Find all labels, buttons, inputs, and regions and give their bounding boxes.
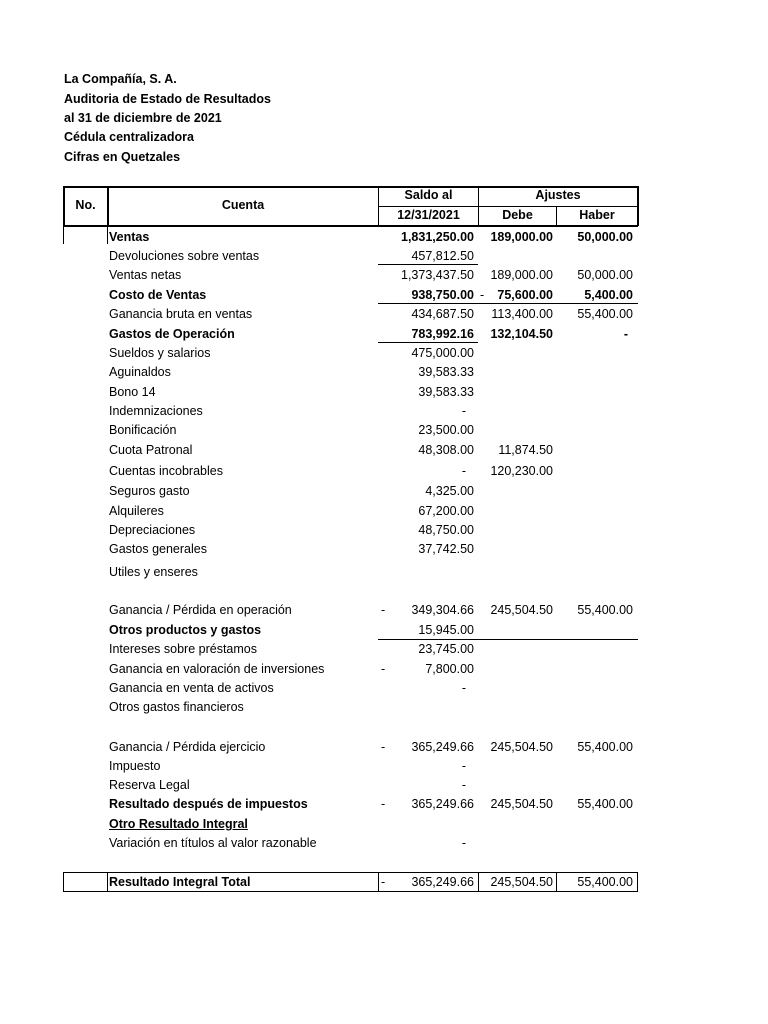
row-label: Depreciaciones bbox=[109, 523, 196, 537]
row-label: Seguros gasto bbox=[109, 484, 190, 498]
row-label: Reserva Legal bbox=[109, 778, 190, 792]
row-label: Gastos generales bbox=[109, 542, 207, 556]
row-debe: 189,000.00 bbox=[490, 268, 553, 282]
row-label: Costo de Ventas bbox=[109, 288, 207, 302]
col-no: No. bbox=[75, 198, 96, 212]
row-neg-sign: - bbox=[381, 662, 386, 676]
row-label: Cuentas incobrables bbox=[109, 464, 223, 478]
row-label: Indemnizaciones bbox=[109, 404, 203, 418]
row-saldo: 48,750.00 bbox=[418, 523, 474, 537]
row-saldo: 39,583.33 bbox=[418, 385, 474, 399]
row-saldo: 349,304.66 bbox=[411, 603, 474, 617]
row-label: Resultado después de impuestos bbox=[109, 797, 308, 811]
company-name: La Compañía, S. A. bbox=[64, 72, 177, 86]
row-saldo: 23,500.00 bbox=[418, 423, 474, 437]
row-saldo: - bbox=[461, 464, 466, 478]
row-label: Ganancia en valoración de inversiones bbox=[109, 662, 325, 676]
row-label: Bono 14 bbox=[109, 385, 156, 399]
row-saldo: 1,373,437.50 bbox=[401, 268, 474, 282]
cedula-label: Cédula centralizadora bbox=[64, 130, 194, 144]
row-label: Otros gastos financieros bbox=[109, 700, 244, 714]
row-haber: - bbox=[623, 327, 628, 341]
row-debe: 189,000.00 bbox=[490, 230, 553, 244]
row-label: Gastos de Operación bbox=[109, 327, 235, 341]
row-saldo: 475,000.00 bbox=[411, 346, 474, 360]
row-saldo: 15,945.00 bbox=[418, 623, 474, 637]
row-label: Impuesto bbox=[109, 759, 161, 773]
row-label: Bonificación bbox=[109, 423, 177, 437]
total-label: Resultado Integral Total bbox=[109, 875, 251, 889]
row-saldo: 783,992.16 bbox=[411, 327, 474, 341]
row-saldo: - bbox=[461, 681, 466, 695]
row-label: Ganancia bruta en ventas bbox=[109, 307, 253, 321]
row-haber: 55,400.00 bbox=[577, 603, 633, 617]
row-saldo: 457,812.50 bbox=[411, 249, 474, 263]
row-label: Devoluciones sobre ventas bbox=[109, 249, 260, 263]
col-ajustes: Ajustes bbox=[535, 188, 581, 202]
total-haber: 55,400.00 bbox=[577, 875, 633, 889]
row-saldo: 4,325.00 bbox=[425, 484, 474, 498]
row-label: Sueldos y salarios bbox=[109, 346, 211, 360]
row-neg-sign: - bbox=[480, 288, 485, 302]
total-saldo: 365,249.66 bbox=[411, 875, 474, 889]
row-label: Cuota Patronal bbox=[109, 443, 193, 457]
row-saldo: 365,249.66 bbox=[411, 797, 474, 811]
row-debe: 113,400.00 bbox=[491, 307, 553, 321]
row-neg-sign: - bbox=[381, 603, 386, 617]
row-saldo: 39,583.33 bbox=[418, 365, 474, 379]
row-saldo: 37,742.50 bbox=[418, 542, 474, 556]
report-date: al 31 de diciembre de 2021 bbox=[64, 111, 222, 125]
row-saldo: 1,831,250.00 bbox=[401, 230, 474, 244]
col-haber: Haber bbox=[579, 208, 615, 222]
col-saldo-date: 12/31/2021 bbox=[397, 208, 460, 222]
row-label: Ganancia / Pérdida en operación bbox=[109, 603, 292, 617]
row-debe: 245,504.50 bbox=[490, 603, 553, 617]
row-saldo: 23,745.00 bbox=[418, 642, 474, 656]
row-label: Ventas bbox=[109, 230, 150, 244]
row-saldo: 67,200.00 bbox=[418, 504, 474, 518]
row-saldo: 48,308.00 bbox=[418, 443, 474, 457]
row-label: Intereses sobre préstamos bbox=[109, 642, 257, 656]
col-cuenta: Cuenta bbox=[221, 198, 265, 212]
row-haber: 50,000.00 bbox=[577, 268, 633, 282]
row-haber: 5,400.00 bbox=[584, 288, 633, 302]
row-label: Utiles y enseres bbox=[109, 565, 198, 579]
row-saldo: 365,249.66 bbox=[411, 740, 474, 754]
row-debe: 11,874.50 bbox=[498, 443, 553, 457]
row-debe: 245,504.50 bbox=[490, 740, 553, 754]
report-title: Auditoria de Estado de Resultados bbox=[64, 92, 271, 106]
row-debe: 245,504.50 bbox=[490, 797, 553, 811]
row-saldo: 7,800.00 bbox=[425, 662, 474, 676]
row-neg-sign: - bbox=[381, 797, 386, 811]
row-label: Ventas netas bbox=[109, 268, 182, 282]
row-label: Ganancia en venta de activos bbox=[109, 681, 274, 695]
row-neg-sign: - bbox=[381, 740, 386, 754]
row-saldo: - bbox=[461, 836, 466, 850]
row-saldo: 938,750.00 bbox=[411, 288, 474, 302]
row-debe: 120,230.00 bbox=[490, 464, 553, 478]
row-haber: 55,400.00 bbox=[577, 307, 633, 321]
row-saldo: 434,687.50 bbox=[411, 307, 474, 321]
row-haber: 55,400.00 bbox=[577, 797, 633, 811]
row-label: Aguinaldos bbox=[109, 365, 171, 379]
total-neg: - bbox=[381, 875, 386, 889]
row-label: Otro Resultado Integral bbox=[109, 817, 248, 831]
row-haber: 50,000.00 bbox=[577, 230, 633, 244]
total-debe: 245,504.50 bbox=[490, 875, 553, 889]
row-saldo: - bbox=[461, 778, 466, 792]
row-saldo: - bbox=[461, 404, 466, 418]
col-saldo-al: Saldo al bbox=[404, 188, 453, 202]
row-label: Variación en títulos al valor razonable bbox=[109, 836, 317, 850]
row-debe: 75,600.00 bbox=[497, 288, 553, 302]
row-debe: 132,104.50 bbox=[490, 327, 553, 341]
row-label: Ganancia / Pérdida ejercicio bbox=[109, 740, 266, 754]
currency-label: Cifras en Quetzales bbox=[64, 150, 181, 164]
col-debe: Debe bbox=[502, 208, 533, 222]
row-haber: 55,400.00 bbox=[577, 740, 633, 754]
row-label: Otros productos y gastos bbox=[109, 623, 262, 637]
row-saldo: - bbox=[461, 759, 466, 773]
row-label: Alquileres bbox=[109, 504, 164, 518]
